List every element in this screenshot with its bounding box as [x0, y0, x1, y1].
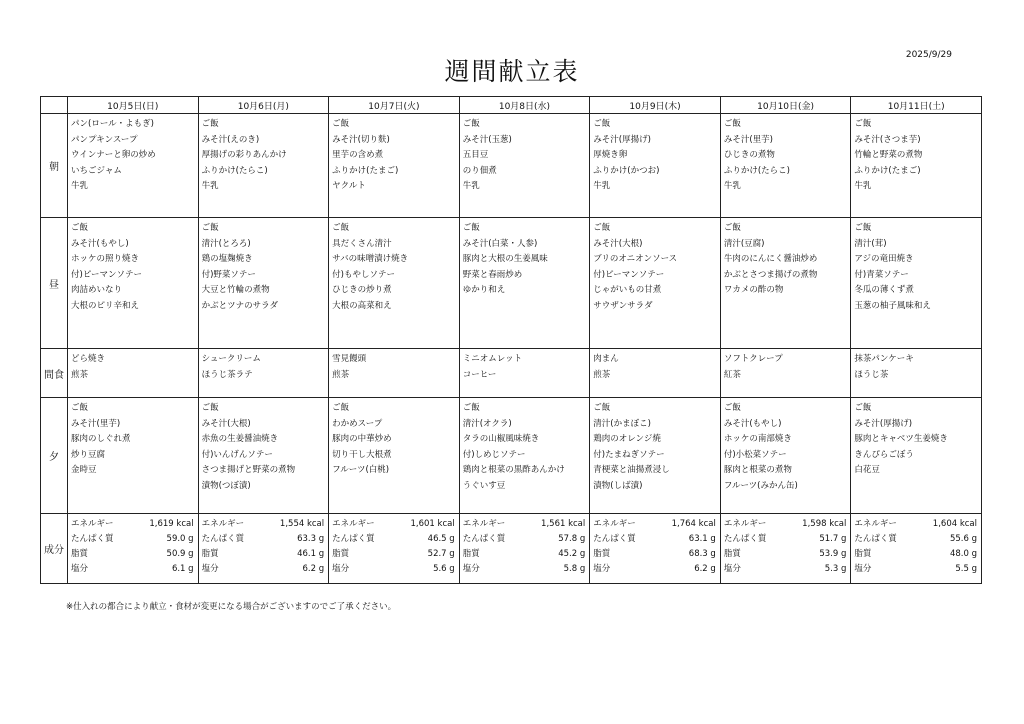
menu-item: ほうじ茶ラテ [201, 369, 253, 380]
issue-date: 2025/9/29 [905, 50, 952, 60]
menu-item: 玉葱の柚子風味和え [854, 300, 931, 311]
nutrition-protein [463, 532, 586, 547]
meal-cell [329, 349, 460, 398]
menu-item: 厚揚げの彩りあんかけ [201, 150, 287, 160]
meal-cell [851, 218, 982, 349]
menu-item: アジの竜田焼き [854, 254, 914, 264]
menu-item: みそ汁(白菜・人参) [462, 238, 538, 249]
nutrition-cell [68, 514, 199, 584]
menu-item: 付)野菜ソテー [201, 269, 256, 280]
nutrition-label: たんぱく質 [332, 534, 375, 544]
nutrition-label: たんぱく質 [593, 534, 636, 544]
menu-item: 竹輪と野菜の煮物 [854, 150, 923, 160]
menu-item: フルーツ(みかん缶) [723, 480, 798, 491]
day-header: 10月9日(木) [590, 97, 721, 114]
nutrition-label: エネルギー [462, 519, 506, 529]
nutrition-value: 1,598 kcal [802, 519, 847, 529]
nutrition-energy [593, 517, 716, 532]
nutrition-salt [71, 562, 194, 577]
menu-item: 肉詰めいなり [71, 285, 123, 295]
footnote: ※仕入れの都合により献立・食材が変更になる場合がございますのでご了承ください。 [66, 602, 397, 612]
menu-item: 雪見饅頭 [332, 354, 367, 364]
menu-item: みそ汁(大根) [593, 238, 643, 249]
menu-item: ほうじ茶 [854, 369, 889, 380]
meal-cell [329, 114, 460, 218]
nutrition-label: エネルギー [71, 519, 114, 529]
nutrition-salt [724, 562, 847, 577]
menu-item: ご飯 [71, 223, 89, 233]
menu-item: 豚肉と大根の生姜風味 [462, 254, 548, 264]
meal-cell [198, 218, 329, 349]
meal-cell [68, 114, 199, 218]
menu-item: 紅茶 [723, 369, 741, 380]
menu-item: 肉まん [593, 354, 619, 364]
nutrition-salt [332, 562, 455, 577]
meal-cell [68, 398, 199, 514]
menu-item: みそ汁(もやし) [723, 418, 782, 429]
menu-item: さつま揚げと野菜の煮物 [201, 465, 296, 475]
menu-item: ご飯 [201, 403, 219, 413]
menu-item: ご飯 [593, 223, 611, 233]
nutrition-protein [202, 532, 325, 547]
meal-cell [459, 349, 590, 398]
meal-cell [198, 114, 329, 218]
day-header-row [41, 97, 982, 114]
menu-item: 青梗菜と油揚煮浸し [593, 465, 670, 475]
menu-item: 漬物(つぼ漬) [201, 480, 251, 491]
nutrition-fat [463, 547, 586, 562]
nutrition-label: 塩分 [71, 564, 89, 574]
menu-item: ホッケの南部焼き [723, 434, 792, 444]
menu-item: 鶏肉と根菜の黒酢あんかけ [462, 465, 565, 475]
nutrition-value: 46.5 g [427, 534, 455, 544]
nutrition-value: 5.6 g [433, 564, 455, 574]
menu-item: 牛肉のにんにく醤油炒め [723, 254, 818, 264]
nutrition-fat [202, 547, 325, 562]
menu-item: みそ汁(里芋) [71, 418, 121, 429]
nutrition-value: 6.2 g [302, 564, 325, 574]
corner-cell [41, 97, 68, 114]
menu-item: タラの山椒風味焼き [462, 434, 540, 444]
menu-item: のり佃煮 [462, 165, 497, 176]
menu-item: ご飯 [593, 119, 611, 129]
menu-item: 煎茶 [71, 369, 89, 380]
meal-cell [590, 218, 721, 349]
menu-item: サバの味噌漬け焼き [332, 254, 409, 264]
menu-item: 抹茶パンケーキ [854, 354, 914, 364]
meal-cell [198, 398, 329, 514]
nutrition-label: たんぱく質 [723, 534, 767, 544]
nutrition-cell [459, 514, 590, 584]
menu-item: ブリのオニオンソース [593, 254, 678, 264]
menu-item: 炒り豆腐 [71, 449, 106, 460]
menu-item: みそ汁(さつま芋) [854, 134, 921, 145]
menu-item: 厚焼き卵 [593, 150, 628, 160]
menu-item: ご飯 [854, 119, 872, 129]
day-header: 10月11日(土) [851, 97, 982, 114]
menu-item: みそ汁(厚揚げ) [593, 134, 651, 145]
nutrition-label: エネルギー [723, 519, 767, 529]
nutrition-value: 55.6 g [949, 534, 977, 544]
nutrition-label: 脂質 [332, 549, 350, 559]
menu-item: 牛乳 [723, 181, 741, 191]
meal-row-snack [41, 349, 982, 398]
nutrition-cell [590, 514, 721, 584]
menu-item: 五目豆 [462, 150, 489, 160]
nutrition-energy [724, 517, 847, 532]
meal-cell [590, 398, 721, 514]
nutrition-energy [332, 517, 455, 532]
nutrition-protein [332, 532, 455, 547]
meal-cell [329, 398, 460, 514]
menu-item: 里芋の含め煮 [332, 150, 384, 160]
nutrition-label: 脂質 [723, 549, 741, 559]
menu-table [40, 96, 982, 584]
nutrition-label: たんぱく質 [201, 534, 245, 544]
nutrition-cell [329, 514, 460, 584]
nutrition-label: たんぱく質 [71, 534, 114, 544]
menu-item: ご飯 [593, 403, 611, 413]
nutrition-value: 59.0 g [166, 534, 194, 544]
menu-item: 白花豆 [854, 465, 880, 475]
menu-item: 付)もやしソテー [332, 269, 395, 280]
menu-item: ご飯 [462, 119, 480, 129]
meal-cell [68, 349, 199, 398]
nutrition-label: 脂質 [593, 549, 611, 559]
nutrition-salt [854, 562, 977, 577]
nutrition-value: 6.1 g [171, 564, 194, 574]
nutrition-energy [463, 517, 586, 532]
menu-item: サウザンサラダ [593, 300, 653, 311]
nutrition-value: 57.8 g [558, 534, 586, 544]
meal-row-dinner [41, 398, 982, 514]
day-header: 10月5日(日) [68, 97, 199, 114]
menu-item: 清汁(とろろ) [201, 238, 251, 249]
menu-item: 清汁(茸) [854, 238, 887, 249]
menu-item: 牛乳 [593, 181, 611, 191]
menu-item: シュークリーム [201, 354, 261, 364]
menu-item: 牛乳 [71, 181, 89, 191]
menu-item: 付)しめじソテー [462, 449, 526, 460]
nutrition-label: 塩分 [332, 564, 350, 574]
nutrition-label: エネルギー [332, 519, 375, 529]
nutrition-protein [724, 532, 847, 547]
nutrition-fat [332, 547, 455, 562]
nutrition-label: 脂質 [462, 549, 480, 559]
menu-item: ご飯 [723, 223, 741, 233]
nutrition-value: 52.7 g [427, 549, 455, 559]
menu-item: わかめスープ [332, 418, 383, 429]
menu-item: 清汁(オクラ) [462, 418, 512, 429]
menu-item: 付)いんげんソテー [201, 449, 273, 460]
nutrition-value: 1,619 kcal [149, 519, 194, 529]
nutrition-value: 45.2 g [558, 549, 586, 559]
menu-item: みそ汁(里芋) [723, 134, 773, 145]
menu-item: みそ汁(もやし) [71, 238, 129, 249]
meal-label-nutrition: 成分 [41, 514, 68, 584]
meal-label-dinner: 夕 [41, 398, 68, 514]
menu-item: 煎茶 [593, 369, 611, 380]
menu-item: ふりかけ(たまご) [332, 165, 399, 176]
menu-item: ふりかけ(たらこ) [723, 165, 790, 176]
page-title: 週間献立表 [444, 57, 580, 86]
menu-item: 具だくさん清汁 [332, 238, 392, 249]
nutrition-salt [593, 562, 716, 577]
nutrition-protein [593, 532, 716, 547]
menu-item: ご飯 [462, 403, 480, 413]
menu-item: みそ汁(大根) [201, 418, 251, 429]
meal-label-breakfast: 朝 [41, 114, 68, 218]
nutrition-value: 48.0 g [949, 549, 977, 559]
meal-row-lunch [41, 218, 982, 349]
day-header: 10月10日(金) [720, 97, 851, 114]
day-header: 10月8日(水) [459, 97, 590, 114]
menu-item: 牛乳 [854, 181, 872, 191]
nutrition-label: 脂質 [854, 549, 872, 559]
meal-cell [720, 218, 851, 349]
nutrition-cell [851, 514, 982, 584]
nutrition-value: 5.8 g [563, 564, 586, 574]
nutrition-value: 51.7 g [819, 534, 847, 544]
menu-item: 大根の高菜和え [332, 300, 392, 311]
nutrition-value: 1,554 kcal [279, 519, 325, 529]
nutrition-value: 46.1 g [297, 549, 325, 559]
nutrition-salt [463, 562, 586, 577]
menu-item: ご飯 [854, 403, 872, 413]
nutrition-label: エネルギー [593, 519, 636, 529]
menu-item: 付)小松菜ソテー [723, 449, 787, 460]
nutrition-value: 1,601 kcal [410, 519, 455, 529]
nutrition-label: 脂質 [201, 549, 219, 559]
menu-item: 牛乳 [201, 181, 219, 191]
meal-cell [459, 218, 590, 349]
menu-item: ワカメの酢の物 [723, 285, 784, 295]
nutrition-cell [720, 514, 851, 584]
menu-item: ご飯 [723, 403, 741, 413]
meal-row-breakfast [41, 114, 982, 218]
menu-item: きんぴらごぼう [854, 449, 914, 460]
meal-cell [198, 349, 329, 398]
menu-item: ご飯 [854, 223, 872, 233]
meal-cell [851, 114, 982, 218]
menu-item: みそ汁(切り麩) [332, 134, 390, 145]
menu-item: うぐいす豆 [462, 480, 506, 491]
nutrition-label: エネルギー [201, 519, 245, 529]
menu-item: ご飯 [332, 223, 350, 233]
menu-item: 冬瓜の薄くず煮 [854, 285, 914, 295]
meal-cell [459, 398, 590, 514]
meal-label-lunch: 昼 [41, 218, 68, 349]
nutrition-label: 塩分 [854, 564, 872, 574]
menu-item: パンプキンスープ [71, 134, 138, 145]
menu-item: フルーツ(白桃) [332, 465, 390, 475]
nutrition-label: 塩分 [462, 564, 480, 574]
nutrition-fat [854, 547, 977, 562]
menu-item: かぶとさつま揚げの煮物 [723, 269, 818, 280]
nutrition-label: エネルギー [854, 519, 897, 529]
nutrition-protein [854, 532, 977, 547]
menu-item: 豚肉の中華炒め [332, 434, 392, 444]
meal-cell [720, 349, 851, 398]
meal-label-snack: 間食 [41, 349, 68, 398]
menu-item: ウインナーと卵の炒め [71, 150, 156, 160]
nutrition-value: 50.9 g [166, 549, 194, 559]
menu-item: ご飯 [201, 119, 219, 129]
menu-item: パン(ロール・よもぎ) [71, 119, 154, 129]
menu-item: 付)たまねぎソテー [593, 449, 665, 460]
meal-cell [590, 349, 721, 398]
meal-cell [459, 114, 590, 218]
menu-item: ふりかけ(たまご) [854, 165, 921, 176]
nutrition-energy [202, 517, 325, 532]
nutrition-label: 塩分 [723, 564, 741, 574]
menu-item: 金時豆 [71, 465, 97, 475]
meal-cell [329, 218, 460, 349]
meal-cell [590, 114, 721, 218]
nutrition-label: たんぱく質 [854, 534, 897, 544]
menu-item: ご飯 [201, 223, 219, 233]
nutrition-value: 1,561 kcal [541, 519, 586, 529]
menu-item: ヤクルト [332, 181, 366, 191]
nutrition-salt [202, 562, 325, 577]
meal-cell [720, 114, 851, 218]
menu-item: 切り干し大根煮 [332, 449, 392, 460]
meal-cell [851, 398, 982, 514]
menu-item: 付)青菜ソテー [854, 269, 909, 280]
menu-item: ご飯 [462, 223, 480, 233]
nutrition-value: 6.2 g [694, 564, 716, 574]
meal-cell [720, 398, 851, 514]
nutrition-label: たんぱく質 [462, 534, 506, 544]
nutrition-fat [724, 547, 847, 562]
nutrition-label: 塩分 [201, 564, 219, 574]
menu-item: ふりかけ(かつお) [593, 165, 660, 176]
nutrition-value: 63.3 g [297, 534, 325, 544]
menu-item: ソフトクレープ [723, 354, 783, 364]
menu-item: 牛乳 [462, 181, 480, 191]
menu-item: ひじきの炒り煮 [332, 285, 392, 295]
menu-item: みそ汁(えのき) [201, 134, 260, 145]
day-header: 10月6日(月) [198, 97, 329, 114]
menu-item: ふりかけ(たらこ) [201, 165, 268, 176]
nutrition-energy [854, 517, 977, 532]
nutrition-cell [198, 514, 329, 584]
menu-item: 豚肉と根菜の煮物 [723, 465, 792, 475]
nutrition-fat [71, 547, 194, 562]
menu-item: ご飯 [332, 403, 350, 413]
nutrition-protein [71, 532, 194, 547]
menu-item: 煎茶 [332, 369, 350, 380]
nutrition-value: 53.9 g [819, 549, 847, 559]
nutrition-label: 脂質 [71, 549, 89, 559]
menu-item: 鶏の塩麹焼き [201, 254, 253, 264]
nutrition-value: 63.1 g [688, 534, 716, 544]
nutrition-energy [71, 517, 194, 532]
menu-item: じゃがいもの甘煮 [593, 285, 662, 295]
menu-item: 豚肉のしぐれ煮 [71, 434, 131, 444]
menu-item: 大豆と竹輪の煮物 [201, 285, 270, 295]
meal-cell [851, 349, 982, 398]
menu-item: いちごジャム [71, 165, 122, 176]
menu-item: コーヒー [462, 369, 497, 380]
menu-item: 野菜と春雨炒め [462, 269, 523, 280]
menu-item: ご飯 [71, 403, 89, 413]
menu-item: ホッケの照り焼き [71, 254, 140, 264]
menu-item: どら焼き [71, 354, 106, 364]
menu-item: 付)ピーマンソテー [593, 269, 665, 280]
menu-item: ご飯 [723, 119, 741, 129]
menu-item: かぶとツナのサラダ [201, 300, 278, 311]
nutrition-value: 1,764 kcal [671, 519, 716, 529]
menu-item: ひじきの煮物 [723, 150, 775, 160]
menu-item: 清汁(豆腐) [723, 238, 765, 249]
menu-item: 大根のピリ辛和え [71, 300, 140, 311]
menu-item: 豚肉とキャベツ生姜焼き [854, 434, 948, 444]
menu-item: 付)ピーマンソテー [71, 269, 142, 280]
menu-item: 赤魚の生姜醤油焼き [201, 434, 279, 444]
day-header: 10月7日(火) [329, 97, 460, 114]
menu-item: みそ汁(厚揚げ) [854, 418, 913, 429]
menu-item: ご飯 [332, 119, 350, 129]
nutrition-label: 塩分 [593, 564, 611, 574]
meal-cell [68, 218, 199, 349]
menu-item: 漬物(しば漬) [593, 480, 643, 491]
menu-item: ゆかり和え [462, 285, 506, 295]
menu-item: ミニオムレット [462, 354, 523, 364]
nutrition-value: 1,604 kcal [932, 519, 977, 529]
nutrition-row [41, 514, 982, 584]
menu-item: みそ汁(玉葱) [462, 134, 512, 145]
nutrition-value: 68.3 g [688, 549, 716, 559]
nutrition-value: 5.3 g [824, 564, 847, 574]
menu-item: 鶏肉のオレンジ焼 [593, 434, 661, 444]
nutrition-value: 5.5 g [955, 564, 977, 574]
nutrition-fat [593, 547, 716, 562]
menu-item: 清汁(かまぼこ) [593, 418, 651, 429]
